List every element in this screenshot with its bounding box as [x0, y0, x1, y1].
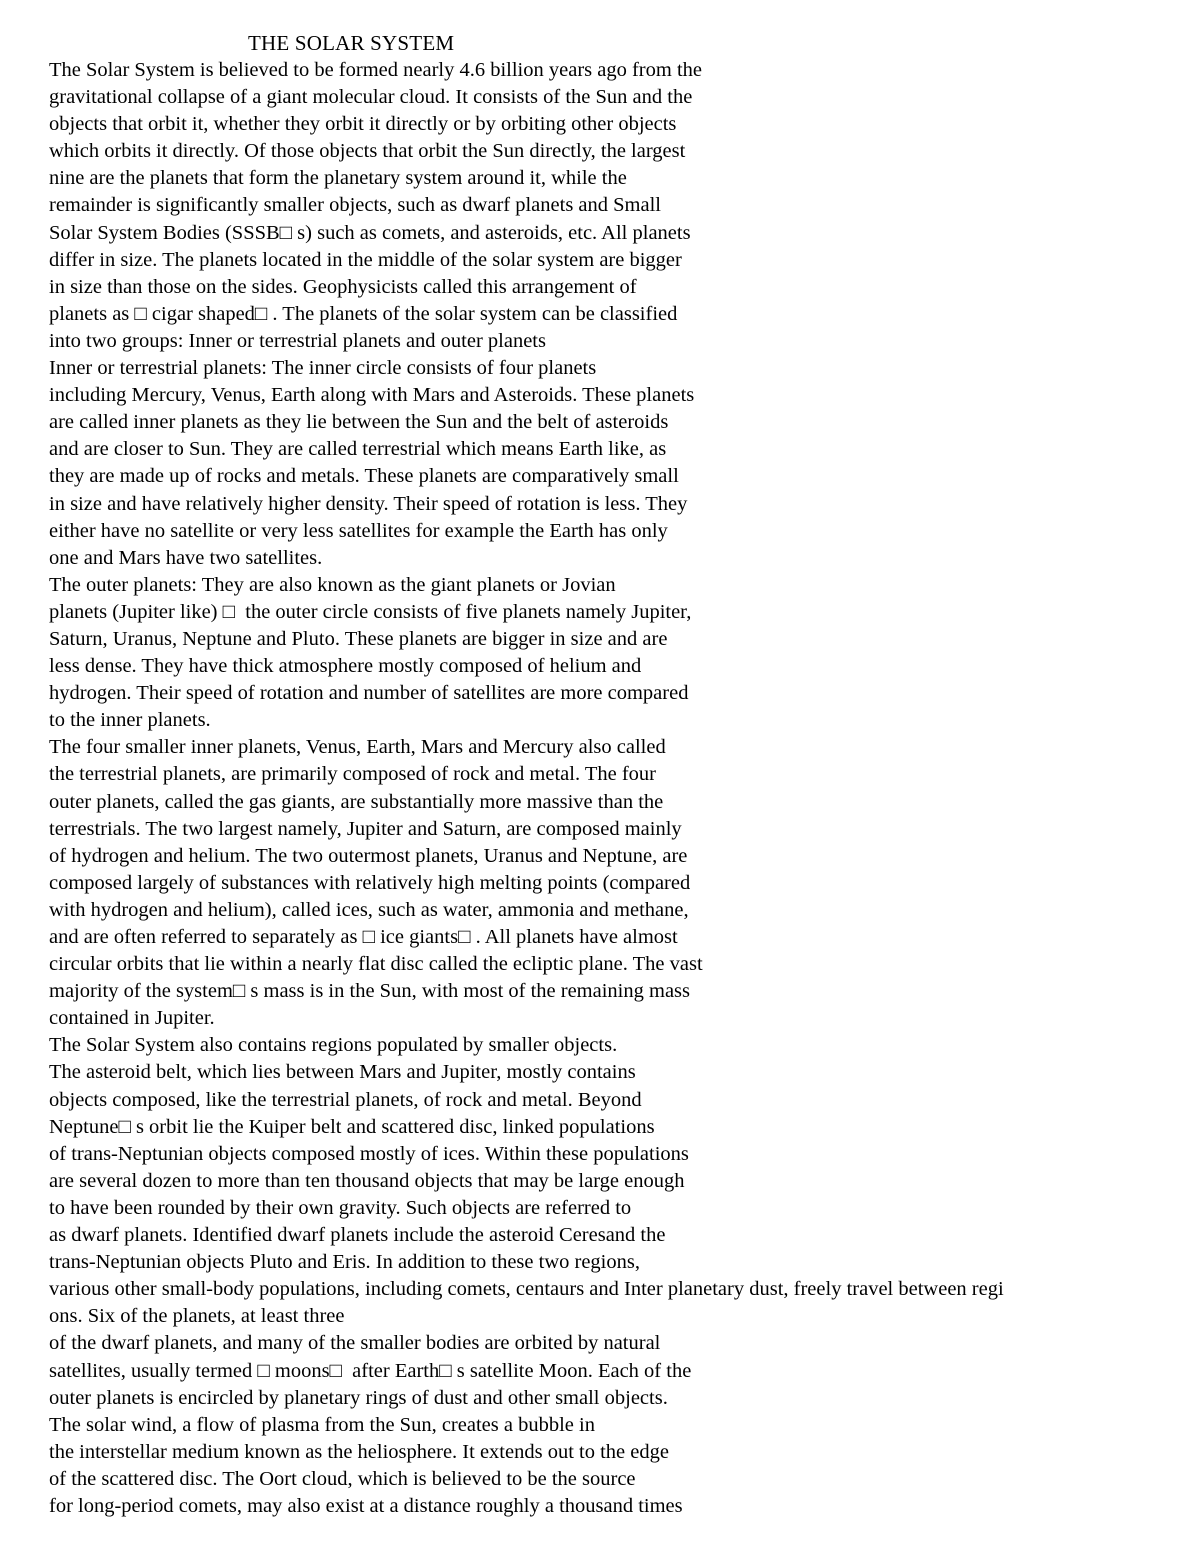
text-line: of the scattered disc. The Oort cloud, which is believed to be the source	[49, 1467, 636, 1490]
text-line: one and Mars have two satellites.	[49, 546, 323, 569]
text-line: gravitational collapse of a giant molecular cloud. It consists of the Sun and the	[49, 86, 693, 109]
document-body	[49, 57, 1199, 1520]
text-line: of hydrogen and helium. The two outermost planets, Uranus and Neptune, are	[49, 844, 688, 867]
text-line: to have been rounded by their own gravity. Such objects are referred to	[49, 1196, 632, 1219]
text-line: Solar System Bodies (SSSB□ s) such as comets, and asteroids, etc. All planets	[49, 221, 691, 244]
text-line: either have no satellite or very less satellites for example the Earth has only	[49, 519, 668, 542]
text-line: which orbits it directly. Of those objects that orbit the Sun directly, the largest	[49, 140, 686, 163]
text-line: objects that orbit it, whether they orbit it directly or by orbiting other objects	[49, 113, 677, 136]
text-line: hydrogen. Their speed of rotation and number of satellites are more compared	[49, 682, 689, 705]
text-line: circular orbits that lie within a nearly flat disc called the ecliptic plane. The vast	[49, 953, 703, 976]
text-line: Neptune□ s orbit lie the Kuiper belt and scattered disc, linked populations	[49, 1115, 655, 1138]
text-line: of trans-Neptunian objects composed mostly of ices. Within these populations	[49, 1142, 689, 1165]
text-line: outer planets is encircled by planetary rings of dust and other small objects.	[49, 1386, 668, 1409]
text-line: and are closer to Sun. They are called terrestrial which means Earth like, as	[49, 438, 667, 461]
text-line: planets (Jupiter like) □ the outer circle consists of five planets namely Jupiter,	[49, 600, 692, 623]
text-line: for long-period comets, may also exist at a distance roughly a thousand times	[49, 1494, 683, 1517]
text-line: in size and have relatively higher density. Their speed of rotation is less. They	[49, 492, 688, 515]
text-line: Inner or terrestrial planets: The inner circle consists of four planets	[49, 357, 597, 380]
text-line: The outer planets: They are also known as the giant planets or Jovian	[49, 573, 616, 596]
text-line: outer planets, called the gas giants, are substantially more massive than the	[49, 790, 664, 813]
text-line: The Solar System is believed to be formed nearly 4.6 billion years ago from the	[49, 59, 702, 81]
text-line: planets as □ cigar shaped□ . The planets of the solar system can be classified	[49, 302, 678, 325]
text-line: various other small-body populations, including comets, centaurs and Inter planetary dust, freely travel between regi	[49, 1278, 1004, 1301]
text-line: they are made up of rocks and metals. These planets are comparatively small	[49, 465, 679, 488]
text-line: remainder is significantly smaller objects, such as dwarf planets and Small	[49, 194, 661, 217]
text-line: differ in size. The planets located in the middle of the solar system are bigger	[49, 248, 682, 271]
text-line: the interstellar medium known as the heliosphere. It extends out to the edge	[49, 1440, 669, 1463]
text-line: nine are the planets that form the planetary system around it, while the	[49, 167, 627, 190]
text-line: objects composed, like the terrestrial planets, of rock and metal. Beyond	[49, 1088, 642, 1111]
text-line: Saturn, Uranus, Neptune and Pluto. These planets are bigger in size and are	[49, 627, 668, 650]
text-line: with hydrogen and helium), called ices, such as water, ammonia and methane,	[49, 898, 689, 921]
text-line: majority of the system□ s mass is in the Sun, with most of the remaining mass	[49, 980, 690, 1003]
text-line: ons. Six of the planets, at least three	[49, 1305, 345, 1328]
text-line: composed largely of substances with relatively high melting points (compared	[49, 871, 691, 894]
text-line: are called inner planets as they lie between the Sun and the belt of asteroids	[49, 411, 669, 434]
text-line: into two groups: Inner or terrestrial planets and outer planets	[49, 329, 546, 352]
text-line: in size than those on the sides. Geophysicists called this arrangement of	[49, 275, 637, 298]
text-line: and are often referred to separately as □ ice giants□ . All planets have almost	[49, 926, 678, 948]
text-line: The solar wind, a flow of plasma from the Sun, creates a bubble in	[49, 1413, 595, 1436]
text-line: to the inner planets.	[49, 709, 211, 732]
text-line: as dwarf planets. Identified dwarf planets include the asteroid Ceresand the	[49, 1224, 666, 1247]
text-line: are several dozen to more than ten thousand objects that may be large enough	[49, 1169, 685, 1192]
text-line: contained in Jupiter.	[49, 1007, 215, 1030]
text-line: The four smaller inner planets, Venus, Earth, Mars and Mercury also called	[49, 736, 666, 759]
document-title: THE SOLAR SYSTEM	[248, 31, 455, 55]
text-line: The asteroid belt, which lies between Mars and Jupiter, mostly contains	[49, 1061, 636, 1084]
text-line: trans-Neptunian objects Pluto and Eris. In addition to these two regions,	[49, 1251, 640, 1274]
text-line: of the dwarf planets, and many of the smaller bodies are orbited by natural	[49, 1332, 661, 1355]
text-line: The Solar System also contains regions populated by smaller objects.	[49, 1034, 618, 1057]
text-line: terrestrials. The two largest namely, Jupiter and Saturn, are composed mainly	[49, 817, 682, 840]
text-line: the terrestrial planets, are primarily composed of rock and metal. The four	[49, 763, 656, 786]
text-line: less dense. They have thick atmosphere mostly composed of helium and	[49, 655, 642, 678]
text-line: satellites, usually termed □ moons□ after Earth□ s satellite Moon. Each of the	[49, 1359, 692, 1382]
text-line: including Mercury, Venus, Earth along with Mars and Asteroids. These planets	[49, 384, 695, 407]
